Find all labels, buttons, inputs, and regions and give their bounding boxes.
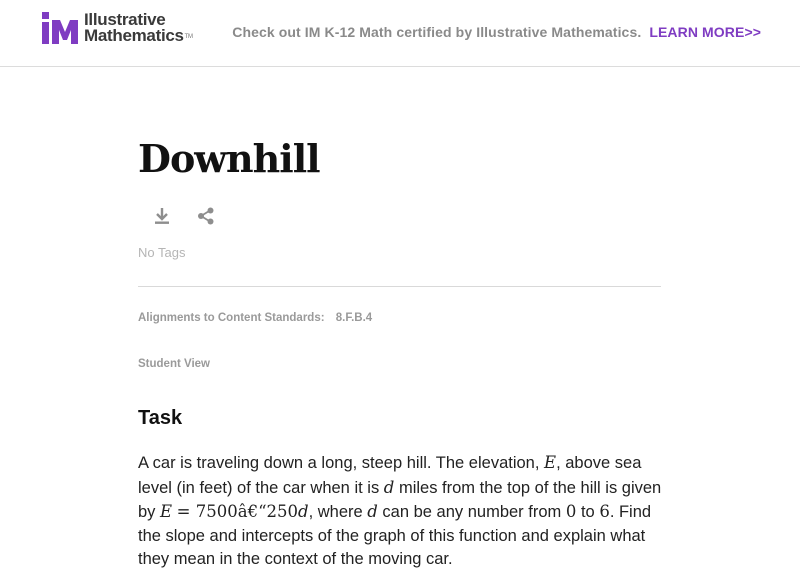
math-num-0: 0 [565,502,577,521]
math-eq-E: E [160,502,173,521]
page-title: Downhill [138,136,320,181]
math-var-E: E [544,453,557,472]
task-text-part: A car is traveling down a long, steep hill. The elevation, [138,454,540,472]
task-text-part: miles from the top of the hill is given by [138,478,662,521]
math-eq-rhs: = 7500â€“250 [176,502,298,521]
alignment-code-link[interactable]: 8.F.B.4 [335,312,373,324]
task-text-part: , where [308,503,363,521]
alignments-row [138,312,372,324]
download-icon[interactable] [152,206,172,226]
promo-banner [232,24,761,40]
student-view-link[interactable]: Student View [138,358,210,370]
top-bar [0,0,800,67]
task-text-part: , above sea level (in feet) of the car when it is [138,454,642,497]
math-num-6: 6 [599,502,610,521]
task-text [138,451,668,572]
logo[interactable] [40,10,193,46]
task-text-part: to [580,503,595,521]
task-text-part: . Find the slope and intercepts of the graph of this function and explain what they mean in the context of the moving car. [138,503,652,568]
action-icons [152,206,216,226]
math-var-d: d [383,477,395,497]
logo-line1: Illustrative [84,10,166,29]
im-logo-mark [40,10,80,46]
logo-line2: Mathematics [84,26,184,45]
alignments-label: Alignments to Content Standards: [138,312,325,324]
share-icon[interactable] [196,206,216,226]
learn-more-link[interactable]: LEARN MORE>> [649,24,761,40]
divider [138,286,661,287]
promo-text: Check out IM K-12 Math certified by Illustrative Mathematics. [232,24,642,40]
math-eq-d: d [298,502,309,521]
task-heading: Task [138,407,183,429]
logo-wordmark [84,10,193,45]
math-var-d2: d [367,502,378,521]
logo-tm: TM [184,34,193,40]
tags-label: No Tags [138,245,186,260]
task-text-part: can be any number from [382,503,562,521]
